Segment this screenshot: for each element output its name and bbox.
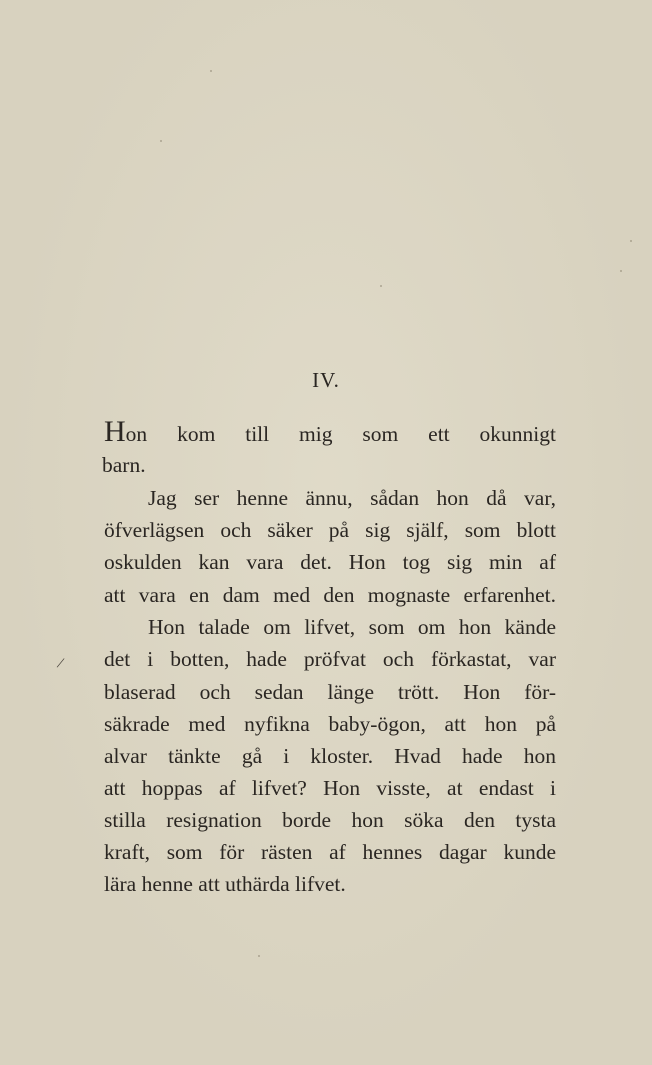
paper-speck: [620, 270, 622, 272]
paper-speck: [160, 140, 162, 142]
chapter-heading: IV.: [312, 368, 340, 392]
text-line-4: öfverlägsen och säker på sig själf, som blott: [104, 518, 556, 542]
initial-letter: H: [104, 415, 126, 448]
text-line-5: oskulden kan vara det. Hon tog sig min af: [104, 550, 556, 574]
paper-speck: [630, 240, 632, 242]
text-line-8: det i botten, hade pröfvat och förkastat, var: [104, 647, 556, 671]
paper-speck: [258, 955, 260, 957]
text-line-11: alvar tänkte gå i kloster. Hvad hade hon: [104, 744, 556, 768]
text-line-10: säkrade med nyfikna baby-ögon, att hon på: [104, 712, 556, 736]
margin-mark: /: [55, 654, 66, 673]
text-line-6: att vara en dam med den mognaste erfarenhet.: [104, 583, 556, 607]
paper-speck: [210, 70, 212, 72]
first-line-text: on kom till mig som ett okunnigt: [125, 422, 556, 446]
text-line-13: stilla resignation borde hon söka den tysta: [104, 808, 556, 832]
text-line-3: Jag ser henne ännu, sådan hon då var,: [148, 486, 556, 510]
paper-speck: [380, 285, 382, 287]
text-line-7: Hon talade om lifvet, som om hon kände: [148, 615, 556, 639]
text-line-15: lära henne att uthärda lifvet.: [104, 872, 346, 896]
text-line-9: blaserad och sedan länge trött. Hon för-: [104, 680, 556, 704]
text-line-14: kraft, som för rästen af hennes dagar kunde: [104, 840, 556, 864]
text-line-2: barn.: [102, 453, 146, 477]
text-line-12: att hoppas af lifvet? Hon visste, at endast i: [104, 776, 556, 800]
text-line-1: [104, 416, 556, 450]
